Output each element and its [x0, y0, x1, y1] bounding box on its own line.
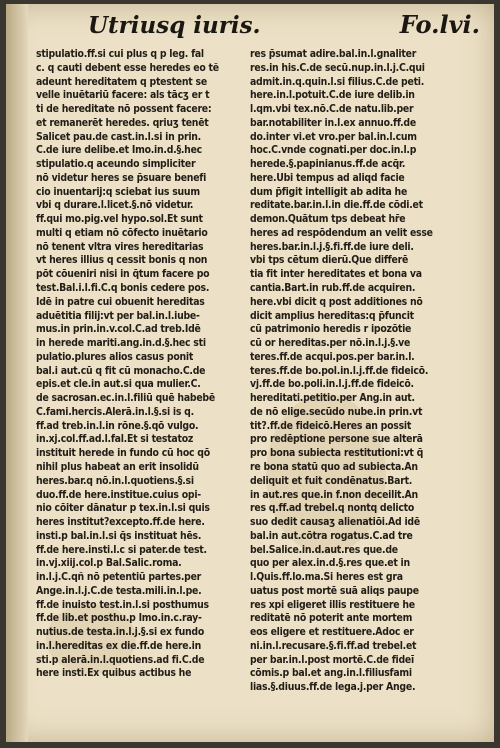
text-line: stipulatio.q aceundo simpliciter [36, 158, 196, 171]
text-line: teres.ff.de bo.pol.in.l.j.ff.de fideicō. [250, 364, 429, 377]
text-line: dicit amplius hereditas:q p̄funcit̄ [250, 309, 414, 322]
text-line: heres.bar.q nō.in.l.quotiens.§.si [36, 474, 194, 487]
text-line: here.in.l.potuit.C.de iure delib.in [250, 89, 415, 102]
left-text-column [36, 48, 241, 681]
text-line: c. q cauti debent esse heredes eo tẽ [36, 61, 219, 74]
text-line: in herede mariti.ang.in.d.§.hec sti [36, 337, 206, 350]
text-line: heres.bar.in.l.j.§.fi.ff.de iure deli. [250, 240, 414, 253]
text-line: res p̄sumat adire.bal.in.l.gnaliter [250, 48, 417, 60]
text-line: in.xj.col.ff.ad.l.fal.Et si testatoz [36, 433, 194, 446]
text-line: mus.in prin.in.v.col.C.ad treb.Idē [36, 323, 201, 336]
text-line: in.l.hereditas ex die.ff.de here.in [36, 639, 202, 652]
text-line: C.fami.hercis.Alerā.in.l.§.si is q. [36, 405, 194, 418]
running-title: Utriusq iuris. [88, 12, 261, 39]
text-line: stipulatio.ff.si cui plus q p leg. fal [36, 48, 204, 60]
text-line: Salicet pau.de cast.in.l.si in prin. [36, 130, 201, 143]
text-line: in.vj.xiij.col.p Bal.Salic.roma. [36, 557, 182, 570]
text-line: l.qm.vbi tex.nō.C.de natu.lib.per [250, 103, 414, 116]
text-line: nutius.de testa.in.l.j.§.si ex fundo [36, 626, 205, 639]
text-line: heres institut?excepto.ff.de here. [36, 516, 205, 529]
text-line: dum p̄figit intelligit ab adita he [250, 185, 408, 198]
text-line: reditate.bar.in.l.in die.ff.de cōdi.et [250, 199, 423, 212]
text-line: instituit herede in fundo cū hoc qō [36, 447, 210, 460]
text-line: Idē in patre cui obuenit hereditas [36, 295, 205, 308]
text-line: lias.§.diuus.ff.de lega.j.per Ange. [250, 681, 416, 694]
page-header [66, 10, 480, 42]
text-line: ff.de here.insti.l.c si pater.de test. [36, 543, 207, 556]
text-line: per bar.in.l.post mortē.C.de fideī [250, 653, 414, 666]
text-line: cū or hereditas.per nō.in.l.j.§.ve [250, 337, 411, 350]
text-line: ff.de lib.et posthu.p Imo.in.c.ray- [36, 612, 202, 625]
text-line: uatus post mortē suā aliqs paupe [250, 584, 419, 597]
page-gutter [6, 4, 28, 742]
text-line: here.Ubi tempus ad aliqd facie [250, 171, 405, 184]
text-line: tit?.ff.de fideicō.Heres an possit [250, 419, 412, 432]
text-line: hereditati.petitio.per Ang.in aut. [250, 392, 415, 405]
text-line: et remanerēt heredes. qriuʒ tenēt [36, 116, 209, 129]
text-line: epis.et cle.in aut.si qua mulier.C. [36, 378, 201, 391]
text-line: cōmis.p bal.et ang.in.l.filiusfami [250, 667, 412, 680]
text-line: do.inter vi.et vro.per bal.in.l.cum [250, 130, 417, 143]
text-line: C.de iure delibe.et Imo.in.d.§.hec [36, 144, 202, 157]
text-line: pro redēptione persone sue alterā [250, 433, 423, 446]
text-line: nō videtur heres se p̄suare benefi [36, 171, 207, 184]
book-page [6, 4, 494, 742]
text-line: nio cōiter dānatur p tex.in.l.si quis [36, 502, 210, 515]
text-line: res.in his.C.de secū.nup.in.l.j.C.qui [250, 61, 425, 74]
text-line: quo per alex.in.d.§.res que.et in [250, 557, 410, 570]
text-line: deliquit et fuit condēnatus.Bart. [250, 474, 413, 487]
text-line: bel.Salice.in.d.aut.res que.de [250, 543, 398, 556]
text-line: ti de hereditate nō possent facere: [36, 103, 212, 116]
text-line: res q.ff.ad trebel.q nontq delicto [250, 502, 415, 515]
right-text-column [250, 48, 455, 695]
text-line: l.Quis.ff.lo.ma.Si heres est gra [250, 571, 403, 584]
text-line: pro bona subiecta restitutioni:vt q̄ [250, 447, 424, 460]
text-line: vt heres illius q cessit bonis q non [36, 254, 208, 267]
text-line: herede.§.papinianus.ff.de acq̄r. [250, 158, 406, 171]
text-line: suo dedit causaʒ alienatiōi.Ad idē [250, 516, 420, 529]
text-line: here.vbi dicit q post additiones nō [250, 295, 423, 308]
text-line: Ange.in.l.j.C.de testa.mili.in.l.pe. [36, 584, 202, 597]
text-line: ni.in.l.recusare.§.fi.ff.ad trebel.et [250, 639, 417, 652]
text-line: demon.Quātum tps debeat hr̄e [250, 213, 406, 226]
text-line: heres ad respōdendum an velit esse [250, 226, 433, 239]
text-line: cantia.Bart.in rub.ff.de acquiren. [250, 282, 416, 295]
text-line: re bona statū quo ad subiecta.An [250, 460, 418, 473]
text-line: here insti.Ex quibus actibus he [36, 667, 192, 680]
text-line: sti.p alerā.in.l.quotiens.ad fi.C.de [36, 653, 205, 666]
text-line: in aut.res que.in f.non deceilit.An [250, 488, 418, 501]
text-line: vj.ff.de bo.poli.in.l.j.ff.de fideicō. [250, 378, 414, 391]
text-line: bal.i aut.cū q fit cū monacho.C.de [36, 364, 206, 377]
text-line: bal.in aut.cōtra rogatus.C.ad tre [250, 529, 413, 542]
text-line: eos eligere et restituere.Adoc er [250, 626, 414, 639]
folio-number: Fo.lvi. [399, 10, 480, 39]
text-line: in.l.j.C.qñ nō petentiū partes.per [36, 571, 202, 584]
text-line: de sacrosan.ec.in.l.filiū quē habebē [36, 392, 215, 405]
text-line: ff.qui mo.pig.vel hypo.sol.Et sunt [36, 213, 203, 226]
text-line: insti.p bal.in.l.si q̄s instituat hēs. [36, 529, 202, 542]
text-line: aduētitia filij:vt per bal.in.l.iube- [36, 309, 200, 322]
text-line: pōt cōueniri nisi in q̄tum facere po [36, 268, 210, 281]
text-line: nō tenent vltra vires hereditarias [36, 240, 204, 253]
text-line: test.Bal.i.l.fi.C.q bonis cedere pos. [36, 282, 210, 295]
text-line: vbi tps cētum dierū.Que differē [250, 254, 409, 267]
text-line: nihil plus habeat an erit insolidū [36, 460, 199, 473]
text-line: pulatio.plures alios casus ponit [36, 350, 194, 363]
text-line: velle inuētariū facere: als tācʒ er t [36, 89, 210, 102]
text-line: adeunt hereditatem q ptestent se [36, 75, 207, 88]
text-line: ff.de inuisto test.in.l.si posthumus [36, 598, 209, 611]
text-line: de nō elige.secūdo nube.in prin.vt [250, 405, 423, 418]
text-line: cio inuentarij:q sciebat ius suum [36, 185, 200, 198]
text-line: teres.ff.de acqui.pos.per bar.in.l. [250, 350, 415, 363]
text-line: res xpi eligeret illis restituere he [250, 598, 415, 611]
text-line: cū patrimonio heredis r ipozōtie [250, 323, 412, 336]
text-line: vbi q durare.l.licet.§.nō videtur. [36, 199, 194, 212]
text-line: reditatē nō poterit ante mortem [250, 612, 413, 625]
text-line: admit.in.q.quin.l.si filius.C.de peti. [250, 75, 425, 88]
text-line: duo.ff.de here.institue.cuius opi- [36, 488, 201, 501]
text-line: hoc.C.vnde cognati.per doc.in.l.p [250, 144, 417, 157]
text-line: ff.ad treb.in.l.in rōne.§.qō vulgo. [36, 419, 199, 432]
text-line: tia fit inter hereditates et bona va [250, 268, 422, 281]
text-line: bar.notabiliter in.l.ex annuo.ff.de [250, 116, 416, 129]
text-line: multi q etiam nō cōfecto inuētario [36, 226, 208, 239]
